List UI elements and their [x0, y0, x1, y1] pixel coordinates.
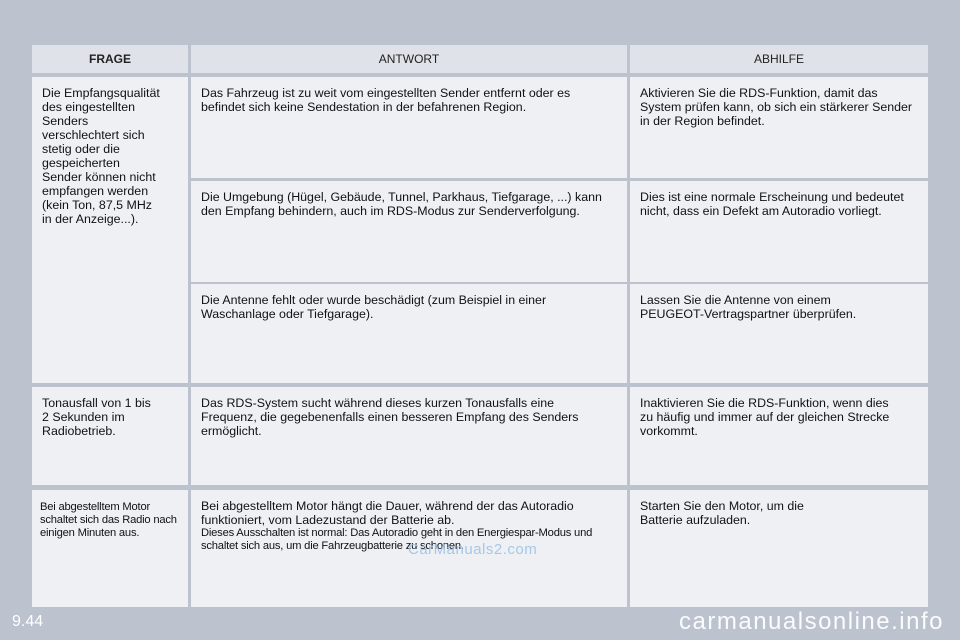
watermark-big: carmanualsonline.info: [679, 608, 944, 635]
row1-frage: Die Empfangsqualität des eingestellten Senders verschlechtert sich stetig oder die gespeicherten Sender können nicht empfangen werden (kein Ton, 87,5 MHz in der Anzeige...).: [32, 77, 188, 383]
page-number: 9.44: [12, 613, 44, 630]
row1-antwort-2: Die Umgebung (Hügel, Gebäude, Tunnel, Parkhaus, Tiefgarage, ...) kann den Empfang behindern, auch im RDS-Modus zur Senderverfolgung.: [191, 181, 627, 282]
row1-abhilfe-2: Dies ist eine normale Erscheinung und bedeutet nicht, dass ein Defekt am Autoradio vorliegt.: [630, 181, 928, 282]
row1-antwort-1: Das Fahrzeug ist zu weit vom eingestellten Sender entfernt oder es befindet sich keine Sendestation in der befahrenen Region.: [191, 77, 627, 178]
row1-antwort-3: Die Antenne fehlt oder wurde beschädigt (zum Beispiel in einer Waschanlage oder Tiefgarage).: [191, 284, 627, 383]
watermark-small: CarManuals2.com: [408, 541, 538, 558]
header-frage: FRAGE: [32, 45, 188, 73]
row3-antwort-main: Bei abgestelltem Motor hängt die Dauer, während der das Autoradio funktioniert, vom Ladezustand der Batterie ab.: [201, 499, 574, 527]
row1-abhilfe-1: Aktivieren Sie die RDS-Funktion, damit das System prüfen kann, ob sich ein stärkerer Sender in der Region befindet.: [630, 77, 928, 178]
row2-abhilfe: Inaktivieren Sie die RDS-Funktion, wenn dies zu häufig und immer auf der gleichen Strecke vorkommt.: [630, 387, 928, 485]
row2-frage: Tonausfall von 1 bis 2 Sekunden im Radiobetrieb.: [32, 387, 188, 485]
row3-frage: Bei abgestelltem Motor schaltet sich das Radio nach einigen Minuten aus.: [32, 490, 188, 607]
row3-antwort-note: Dieses Ausschalten ist normal: Das Autoradio geht in den Energiespar-Modus und schaltet sich aus, um die Fahrzeugbatterie zu schonen.: [201, 527, 593, 552]
header-antwort: ANTWORT: [191, 45, 627, 73]
row1-abhilfe-3: Lassen Sie die Antenne von einem PEUGEOT-Vertragspartner überprüfen.: [630, 284, 928, 383]
row2-antwort: Das RDS-System sucht während dieses kurzen Tonausfalls eine Frequenz, die gegebenenfalls einen besseren Empfang des Senders ermöglicht.: [191, 387, 627, 485]
header-abhilfe: ABHILFE: [630, 45, 928, 73]
row3-abhilfe: Starten Sie den Motor, um die Batterie aufzuladen.: [630, 490, 928, 607]
